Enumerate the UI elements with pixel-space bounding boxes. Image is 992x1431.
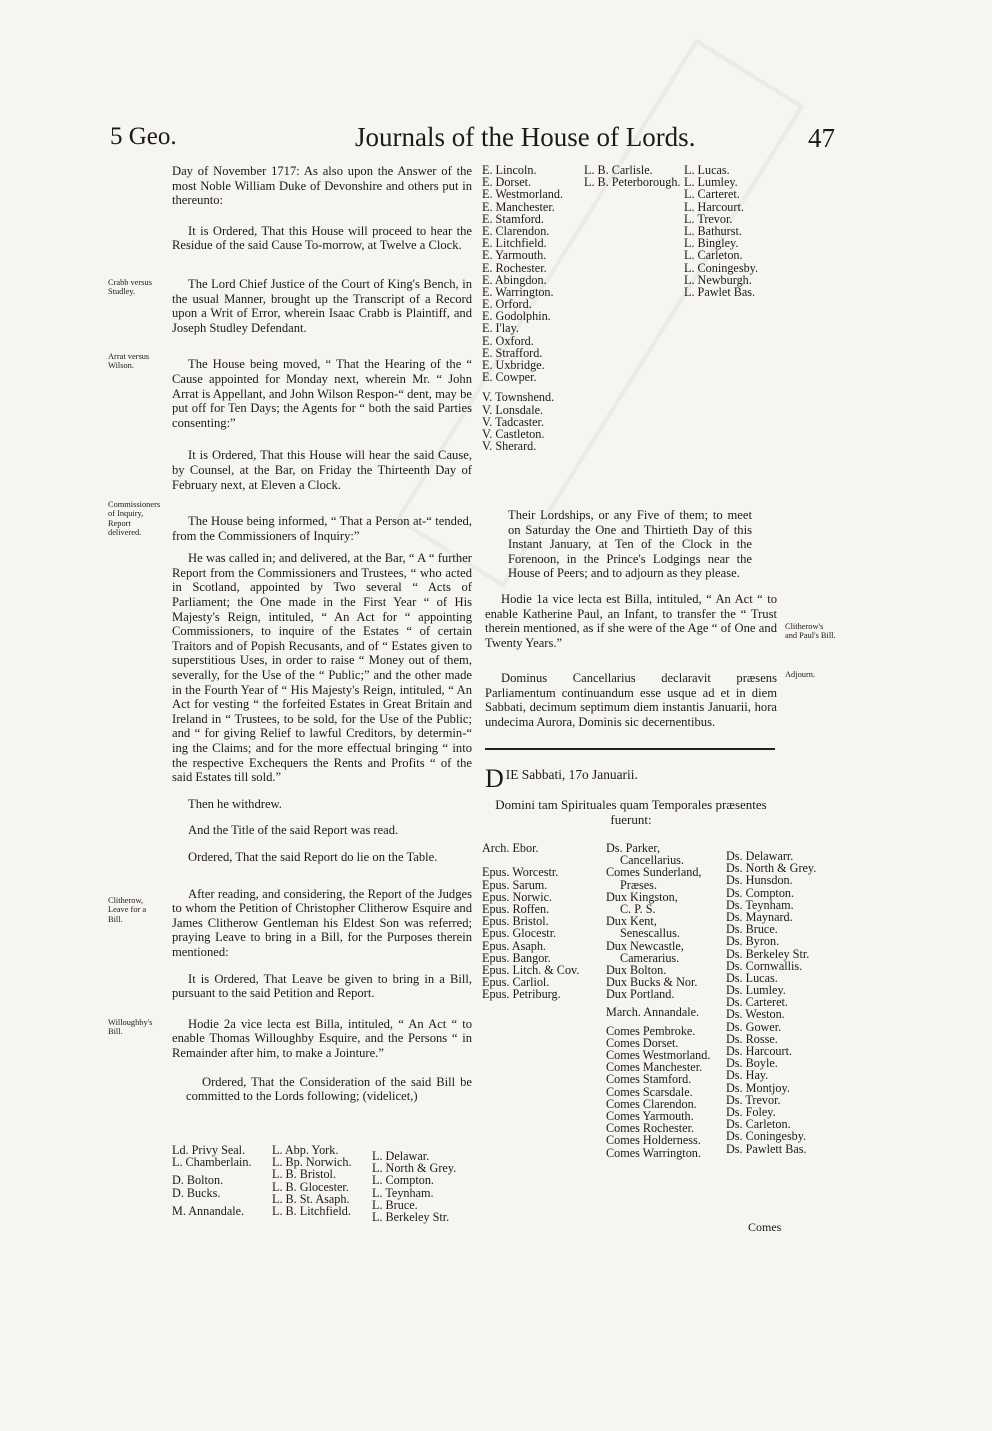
list-item: L. Lumley. (684, 175, 738, 190)
margin-note-commissioners: Commissioners of Inquiry, Report delivered. (108, 500, 161, 538)
entry-paragraph-5: It is Ordered, That this House will hear the said Cause, by Counsel, at the Bar, on Friday the Thirteenth Day of February next, at Eleven a Clock. (172, 448, 472, 492)
list-item: V. Townshend. (482, 390, 555, 405)
list-item: Epus. Norwic. (482, 889, 553, 904)
list-item: L. B. Carlisle. (584, 163, 653, 177)
list-item: Comes Holderness. (606, 1133, 701, 1148)
left-column (172, 164, 472, 1116)
committee-name: L. B. St. Asaph. (272, 1191, 350, 1206)
list-item: Comes Yarmouth. (606, 1108, 694, 1123)
entry-paragraph-3: The Lord Chief Justice of the Court of King's Bench, in the usual Manner, brought up the Transcript of a Record upon a Writ of Error, wherein Isaac Crabb is Plaintiff, and Joseph Studley Defendant. (172, 276, 472, 335)
list-item: Comes Warrington. (606, 1145, 701, 1160)
list-item: Cancellarius. (620, 853, 684, 868)
entry-paragraph-13: Hodie 2a vice lecta est Billa, intituled, “ An Act “ to enable Thomas Willoughby Esquire, and the Persons “ in Remainder after him, to make a Jointure.” (172, 1016, 472, 1060)
committee-name: L. Abp. York. (272, 1143, 339, 1157)
list-item: Dux Kingston, (606, 889, 678, 904)
list-item: Ds. Compton. (726, 885, 795, 900)
committee-name: L. Compton. (372, 1173, 434, 1188)
drop-cap: D (485, 764, 504, 793)
list-item: Epus. Glocestr. (482, 926, 557, 941)
bishops-list (584, 164, 680, 188)
entry-paragraph-2: It is Ordered, That this House will proceed to hear the Residue of the said Cause To-morrow, at Twelve a Clock. (172, 223, 472, 253)
entry-paragraph-1: Day of November 1717: As also upon the Answer of the most Noble William Duke of Devonshire and others put in thereunto: (172, 164, 472, 208)
committee-name: L. B. Glocester. (272, 1179, 349, 1194)
list-item: V. Tadcaster. (482, 414, 544, 429)
list-item: Ds. Carteret. (726, 995, 788, 1010)
list-item: L. Bathurst. (684, 223, 742, 238)
list-item: Epus. Roffen. (482, 901, 550, 916)
list-item: Ds. Maynard. (726, 909, 793, 924)
list-item: E. Warrington. (482, 284, 554, 299)
list-item: L. Coningesby. (684, 260, 759, 275)
list-item: Epus. Bangor. (482, 950, 551, 965)
list-item: E. Abingdon. (482, 272, 547, 287)
committee-name: M. Annandale. (172, 1203, 245, 1218)
list-item: Comes Pembroke. (606, 1023, 696, 1038)
list-item: Comes Manchester. (606, 1060, 703, 1075)
committee-name: L. Berkeley Str. (372, 1209, 450, 1224)
list-item: Dux Bucks & Nor. (606, 975, 698, 990)
list-item: Ds. Coningesby. (726, 1129, 807, 1144)
list-item: E. Strafford. (482, 345, 543, 360)
committee-list-col-2 (272, 1144, 352, 1217)
list-item: Ds. Hay. (726, 1068, 769, 1083)
list-item: Camerarius. (620, 950, 680, 965)
list-item: Epus. Carliol. (482, 975, 550, 990)
list-item: Epus. Sarum. (482, 877, 548, 892)
list-item: L. Newburgh. (684, 272, 752, 287)
list-item: E. Clarendon. (482, 223, 550, 238)
list-item: Ds. Delawarr. (726, 849, 794, 863)
list-item: L. Harcourt. (684, 199, 744, 214)
committee-name: L. North & Grey. (372, 1161, 457, 1176)
attendance-officers (606, 842, 710, 1159)
list-item: Ds. Parker, (606, 841, 661, 855)
list-item: Ds. Byron. (726, 934, 780, 949)
list-item: Ds. Lumley. (726, 983, 786, 998)
list-item: E. Lincoln. (482, 163, 537, 177)
list-item: Arch. Ebor. (482, 841, 539, 855)
section-divider (485, 748, 775, 750)
list-item: Ds. Weston. (726, 1007, 785, 1022)
list-item: E. Rochester. (482, 260, 547, 275)
earls-list (482, 164, 563, 452)
list-item: Epus. Bristol. (482, 914, 549, 929)
list-item: Ds. Trevor. (726, 1092, 781, 1107)
list-item: L. Carteret. (684, 187, 740, 202)
list-item: Senescallus. (620, 926, 680, 941)
attendance-spiritual (482, 842, 579, 1000)
list-item: E. Stamford. (482, 211, 544, 226)
list-item: Ds. Montjoy. (726, 1080, 790, 1095)
committee-list-col-1 (172, 1144, 252, 1217)
list-item: Comes Clarendon. (606, 1096, 697, 1111)
margin-note-arrat: Arrat versus Wilson. (108, 352, 150, 371)
entry-paragraph-14: Ordered, That the Consideration of the said Bill be committed to the Lords following; (videlicet,) (186, 1074, 472, 1104)
catchword: Comes (748, 1220, 782, 1234)
running-head-title: Journals of the House of Lords. (355, 122, 696, 152)
day-heading-text: IE Sabbati, 17o Januarii. (505, 767, 638, 782)
entry-paragraph-6: The House being informed, “ That a Person at-“ tended, from the Commissioners of Inquiry:” (172, 514, 472, 543)
list-item: E. Oxford. (482, 333, 534, 348)
list-item: Ds. North & Grey. (726, 861, 817, 876)
list-item: E. Godolphin. (482, 309, 551, 324)
list-item: Ds. Foley. (726, 1104, 776, 1119)
meeting-paragraph: Their Lordships, or any Five of them; to meet on Saturday the One and Thirtieth Day of this Instant January, at Ten of the Clock in the Forenoon, in the Prince's Lodgings near the House of Peers; and to adjourn as they please. (508, 508, 752, 581)
list-item: L. Trevor. (684, 211, 733, 226)
list-item: E. I'lay. (482, 321, 519, 336)
margin-note-crabb: Crabb versus Studley. (108, 278, 152, 297)
list-item: E. Uxbridge. (482, 358, 545, 372)
list-item: L. Carleton. (684, 248, 743, 263)
list-item: Comes Sunderland, (606, 865, 702, 880)
list-item: Dux Portland. (606, 987, 675, 1002)
committee-name: L. B. Litchfield. (272, 1203, 351, 1218)
margin-note-willoughby: Willoughby's Bill. (108, 1018, 153, 1037)
list-item: Ds. Carleton. (726, 1117, 791, 1132)
list-item: V. Castleton. (482, 426, 545, 441)
katherine-paul-bill: Hodie 1a vice lecta est Billa, intituled, “ An Act “ to enable Katherine Paul, an Infant, to transfer the “ Trust therein mentioned, as if she were of the Age “ of One and Twenty Years.” (485, 592, 777, 650)
entry-paragraph-11: After reading, and considering, the Report of the Judges to whom the Petition of Christopher Clitherow Esquire and James Clitherow Gentleman his Eldest Son was referred; praying Leave to bring in a Bill, for the Purposes therein mentioned: (172, 886, 472, 959)
list-item: C. P. S. (620, 901, 656, 916)
entry-paragraph-7: He was called in; and delivered, at the Bar, “ A “ further Report from the Commissioners and Trustees, “ who acted in Scotland, appointed by Two several “ Acts of Parliament; the One made in the First Year “ of His Majesty's Reign, intituled, “ An Act for “ appointing Commissioners, to inquire of the Estates “ of certain Traitors and of Popish Recusants, and of “ Estates given to superstitious Uses, in order to raise “ Money out of them, severally, for the Use of the “ Public;” and the other made in the Fourth Year of “ His Majesty's Reign, intituled, “ An Act for vesting “ the forfeited Estates in Great Britain and Ireland in “ Trustees, to be sold, for the Use of the Public; and “ for giving Relief to lawful Creditors, by determin-“ ing the Claims; and for the more effectual bringing “ into the respective Exchequers the Rents and Profits “ of the said Estates till sold.” (172, 551, 472, 785)
list-item: L. B. Peterborough. (584, 175, 681, 190)
committee-name: L. Delawar. (372, 1149, 430, 1163)
list-item: E. Orford. (482, 297, 532, 312)
list-item: March. Annandale. (606, 1005, 700, 1020)
list-item: V. Lonsdale. (482, 402, 544, 417)
committee-name: D. Bucks. (172, 1185, 221, 1200)
adjournment-paragraph: Dominus Cancellarius declaravit præsens Parliamentum continuandum esse usque ad et in diem Sabbati, decimum septimum diem instantis Januarii, hora undecima Aurora, Dominis sic decernentibus. (485, 671, 777, 729)
list-item: Epus. Petriburg. (482, 987, 561, 1002)
list-item: E. Manchester. (482, 199, 555, 214)
list-item: Dux Bolton. (606, 962, 667, 977)
committee-name: L. Teynham. (372, 1185, 434, 1200)
list-item: Comes Westmorland. (606, 1048, 711, 1062)
lords-list (684, 164, 758, 298)
list-item: L. Bingley. (684, 236, 739, 251)
list-item: Ds. Boyle. (726, 1056, 778, 1071)
list-item: Dux Newcastle, (606, 938, 684, 953)
list-item: Comes Scarsdale. (606, 1084, 693, 1099)
list-item: Ds. Lucas. (726, 970, 778, 985)
attendance-barons (726, 850, 816, 1155)
list-item: Dux Kent, (606, 914, 657, 929)
list-item: L. Lucas. (684, 163, 730, 177)
list-item: E. Dorset. (482, 175, 532, 190)
list-item: Ds. Gower. (726, 1019, 782, 1034)
committee-name: Ld. Privy Seal. (172, 1143, 246, 1157)
list-item: E. Yarmouth. (482, 248, 547, 263)
running-head-regnal-year: 5 Geo. (110, 123, 177, 150)
list-item: V. Sherard. (482, 439, 537, 454)
list-item: Ds. Rosse. (726, 1031, 778, 1046)
list-item: Comes Stamford. (606, 1072, 692, 1087)
list-item: Epus. Litch. & Cov. (482, 962, 580, 977)
committee-name: L. Chamberlain. (172, 1155, 252, 1170)
page-number: 47 (808, 123, 835, 153)
list-item: Præses. (620, 877, 657, 892)
committee-list-col-3 (372, 1150, 456, 1223)
committee-name: D. Bolton. (172, 1173, 224, 1188)
committee-name: L. Bruce. (372, 1197, 418, 1212)
list-item: Comes Dorset. (606, 1035, 679, 1050)
entry-paragraph-9: And the Title of the said Report was read. (188, 823, 399, 838)
list-item: E. Cowper. (482, 370, 537, 385)
margin-note-adjourn: Adjourn. (785, 670, 816, 679)
entry-paragraph-8: Then he withdrew. (188, 796, 282, 811)
entry-paragraph-4: The House being moved, “ That the Hearing of the “ Cause appointed for Monday next, wherein Mr. “ John Arrat is Appellant, and John Wilson Respon-“ dent, may be put off for Ten Days; the Agents for “ both the said Parties consenting:” (172, 357, 472, 430)
list-item: E. Westmorland. (482, 187, 564, 202)
margin-note-clitherow-leave: Clitherow, Leave for a Bill. (108, 896, 147, 924)
list-item: Ds. Pawlett Bas. (726, 1141, 807, 1156)
entry-paragraph-10: Ordered, That the said Report do lie on the Table. (188, 849, 438, 864)
list-item: E. Litchfield. (482, 236, 547, 251)
margin-note-clitherow-bill: Clitherow's and Paul's Bill. (785, 622, 836, 641)
day-heading (485, 764, 777, 793)
entry-paragraph-12: It is Ordered, That Leave be given to bring in a Bill, pursuant to the said Petition and Report. (172, 971, 472, 1001)
list-item: Epus. Worcestr. (482, 865, 559, 880)
list-item: Ds. Hunsdon. (726, 873, 793, 888)
present-line: Domini tam Spirituales quam Temporales præsentes fuerunt: (495, 797, 767, 827)
list-item: Ds. Cornwallis. (726, 958, 803, 973)
committee-name: L. B. Bristol. (272, 1167, 336, 1182)
list-item: Ds. Bruce. (726, 922, 778, 937)
list-item: L. Pawlet Bas. (684, 284, 756, 299)
list-item: Epus. Asaph. (482, 938, 546, 953)
list-item: Ds. Berkeley Str. (726, 946, 810, 961)
list-item: Ds. Teynham. (726, 897, 794, 912)
list-item: Comes Rochester. (606, 1121, 695, 1136)
committee-name: L. Bp. Norwich. (272, 1155, 352, 1170)
list-item: Ds. Harcourt. (726, 1044, 792, 1058)
